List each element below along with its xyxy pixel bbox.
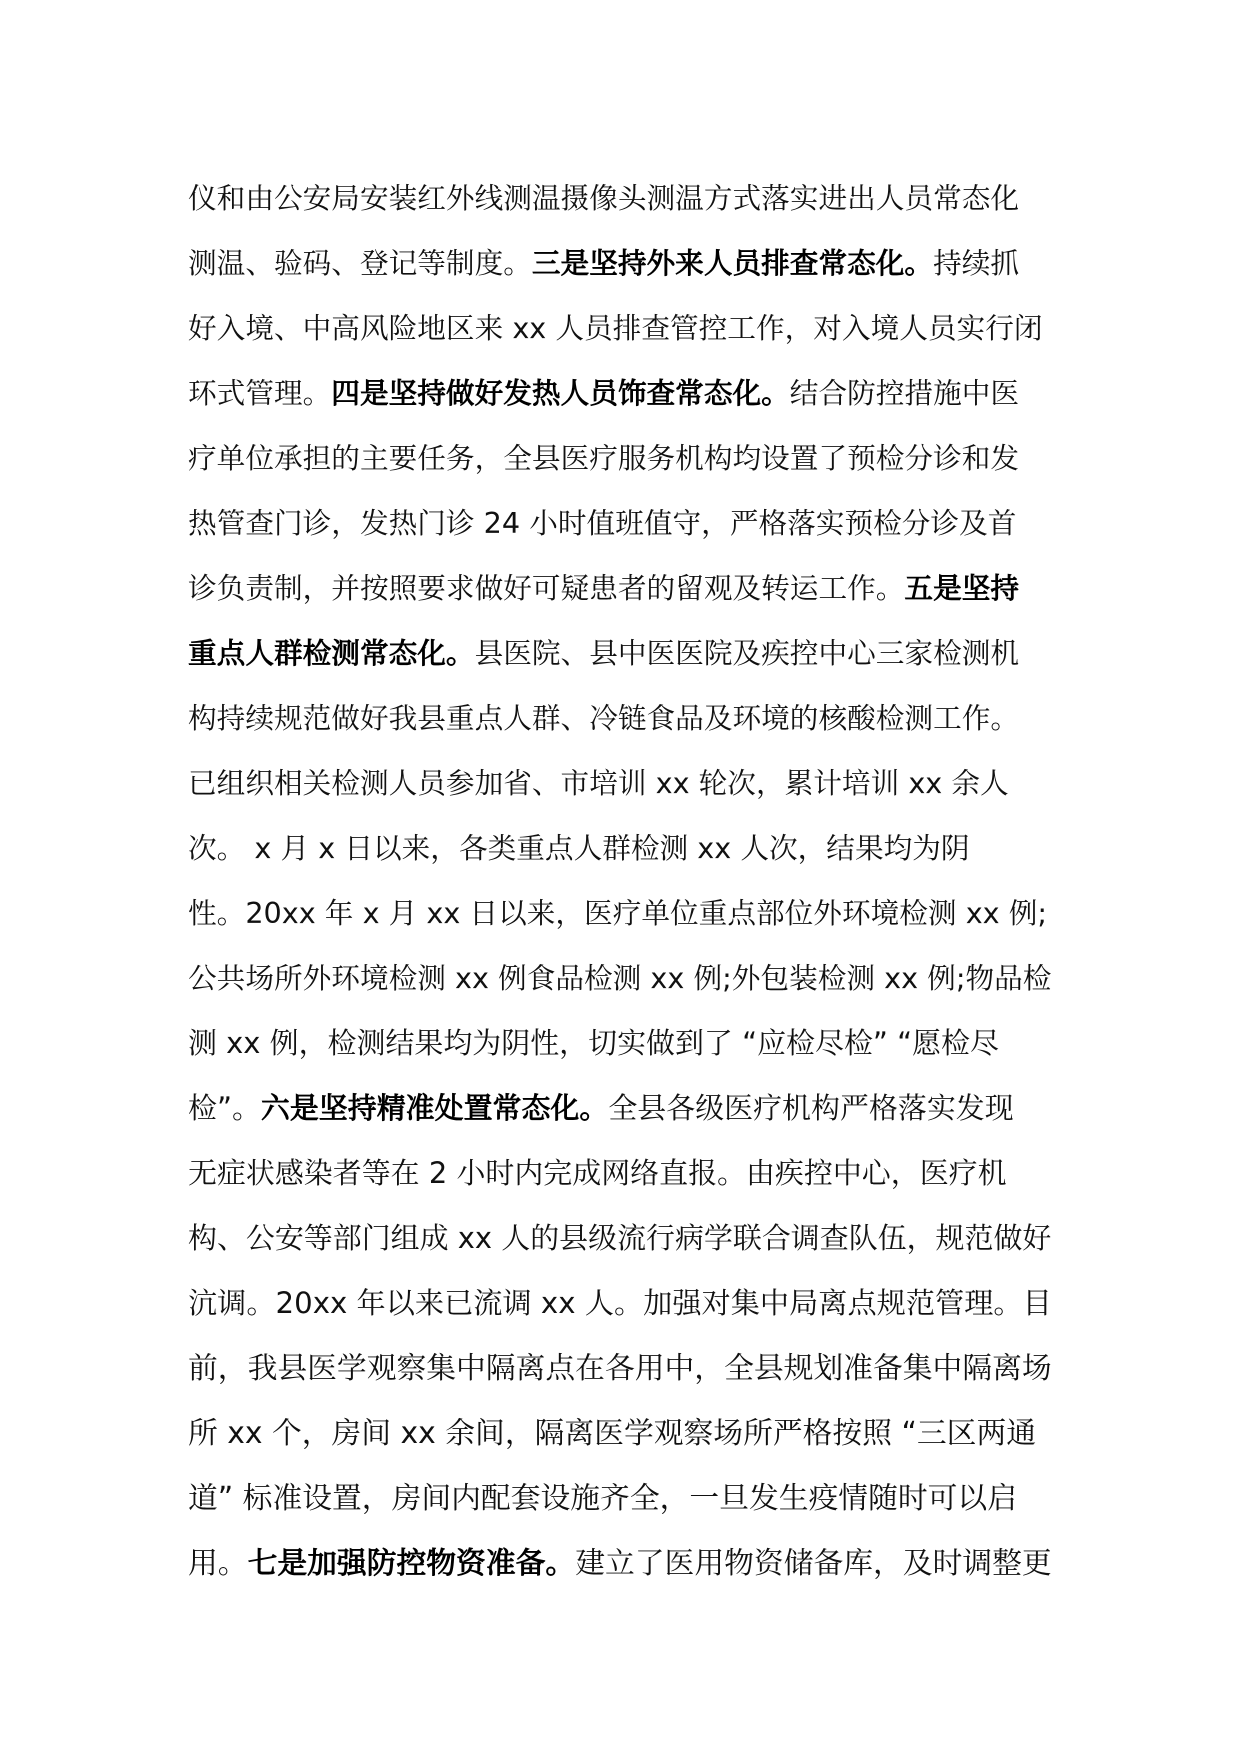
text-line — [188, 166, 1052, 231]
text-line — [188, 1206, 1052, 1271]
text-line — [188, 621, 1052, 686]
body-text-segment: 检”。 — [188, 1091, 261, 1125]
text-line — [188, 1531, 1052, 1596]
text-line — [188, 296, 1052, 361]
body-text-segment: 全县各级医疗机构严格落实发现 — [608, 1091, 1014, 1125]
body-text-segment: 测温、验码、登记等制度。 — [188, 246, 532, 280]
text-line — [188, 1076, 1052, 1141]
body-text-segment: 前，我县医学观察集中隔离点在各用中，全县规划准备集中隔离场 — [188, 1351, 1052, 1386]
body-text-segment: 次。 x 月 x 日以来，各类重点人群检测 xx 人次，结果均为阴 — [188, 831, 970, 865]
body-text-segment: 诊负责制，并按照要求做好可疑患者的留观及转运工作。 — [188, 571, 905, 605]
bold-heading-text: 七是加强防控物资准备。 — [247, 1546, 576, 1581]
bold-heading-text: 六是坚持精准处置常态化。 — [260, 1091, 609, 1125]
body-text-segment: 持续抓 — [933, 246, 1020, 280]
body-text-segment: 县医院、县中医医院及疾控中心三家检测机 — [474, 636, 1020, 670]
text-line — [188, 426, 1052, 491]
text-line — [188, 231, 1052, 296]
body-text-segment: 热管查门诊，发热门诊 24 小时值班值守，严格落实预检分诊及首 — [188, 506, 1017, 540]
body-text-segment: 疗单位承担的主要任务，全县医疗服务机构均设置了预检分诊和发 — [188, 441, 1020, 475]
text-line — [188, 686, 1052, 751]
text-line — [188, 1336, 1052, 1401]
body-text-segment: 构、公安等部门组成 xx 人的县级流行病学联合调查队伍，规范做好 — [188, 1221, 1052, 1255]
text-line — [188, 556, 1052, 621]
text-line — [188, 1271, 1052, 1336]
body-text-segment: 公共场所外环境检测 xx 例食品检测 xx 例;外包装检测 xx 例;物品检 — [188, 961, 1052, 995]
text-line — [188, 881, 1052, 946]
text-line — [188, 1011, 1052, 1076]
bold-heading-text: 三是坚持外来人员排查常态化。 — [531, 246, 934, 280]
body-text-segment: 用。 — [188, 1546, 248, 1581]
body-text-segment: 环式管理。 — [188, 376, 332, 410]
text-line — [188, 946, 1052, 1011]
body-text-segment: 测 xx 例，检测结果均为阴性，切实做到了 “应检尽检” “愿检尽 — [188, 1026, 999, 1060]
text-line — [188, 1141, 1052, 1206]
body-text-segment: 建立了医用物资储备库，及时调整更 — [575, 1546, 1052, 1581]
body-text-segment: 构持续规范做好我县重点人群、冷链食品及环境的核酸检测工作。 — [188, 701, 1020, 735]
body-text-segment: 结合防控措施中医 — [789, 376, 1020, 410]
text-line — [188, 361, 1052, 426]
body-text-segment: 性。20xx 年 x 月 xx 日以来，医疗单位重点部位外环境检测 xx 例; — [188, 896, 1048, 930]
body-text-segment: 沆调。20xx 年以来已流调 xx 人。加强对集中局离点规范管理。目 — [188, 1286, 1052, 1320]
body-text-segment: 仪和由公安局安装红外线测温摄像头测温方式落实进出人员常态化 — [188, 181, 1020, 215]
body-text-segment: 无症状感染者等在 2 小时内完成网络直报。由疾控中心，医疗机 — [188, 1156, 1007, 1190]
body-text-segment: 好入境、中高风险地区来 xx 人员排查管控工作，对入境人员实行闭 — [188, 311, 1043, 345]
bold-heading-text: 重点人群检测常态化。 — [188, 636, 475, 670]
body-paragraph — [188, 166, 1052, 1596]
body-text-segment: 已组织相关检测人员参加省、市培训 xx 轮次，累计培训 xx 余人 — [188, 766, 1009, 800]
body-text-segment: 道” 标准设置，房间内配套设施齐全，一旦发生疫情随时可以启 — [188, 1481, 1017, 1516]
text-line — [188, 1466, 1052, 1531]
bold-heading-text: 四是坚持做好发热人员饰查常态化。 — [331, 376, 790, 410]
body-text-segment: 所 xx 个，房间 xx 余间，隔离医学观察场所严格按照 “三区两通 — [188, 1416, 1037, 1451]
text-line — [188, 816, 1052, 881]
text-line — [188, 491, 1052, 556]
bold-heading-text: 五是坚持 — [904, 571, 1020, 605]
text-line — [188, 1401, 1052, 1466]
text-line — [188, 751, 1052, 816]
